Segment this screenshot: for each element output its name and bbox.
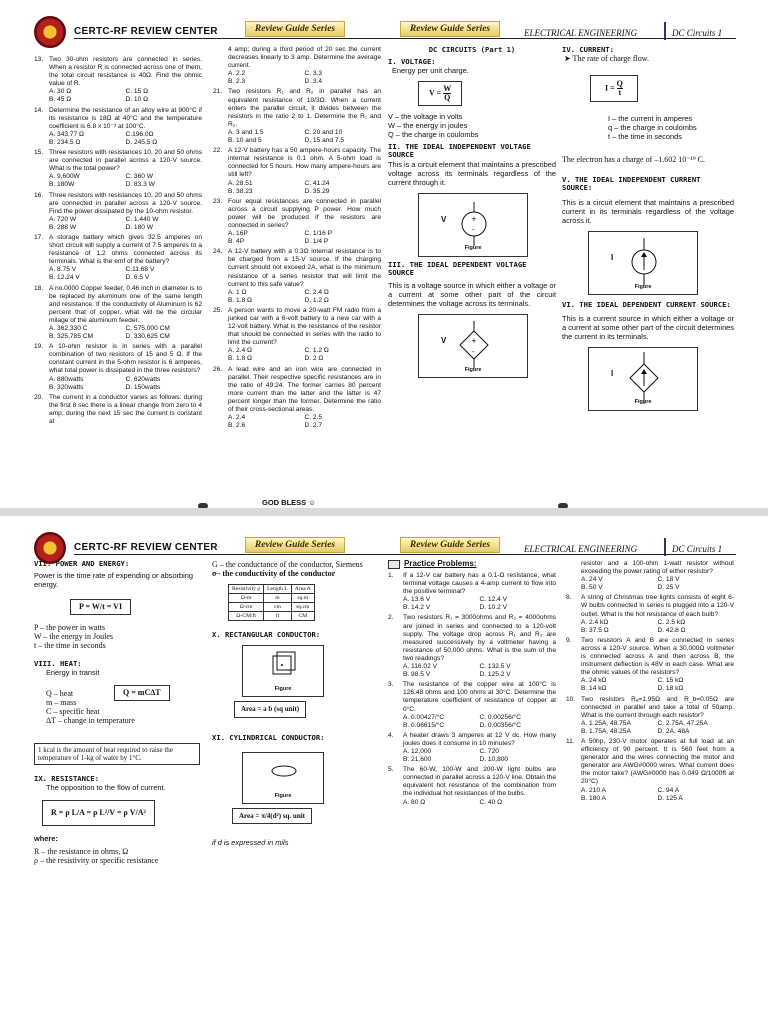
- book-icon: [388, 560, 400, 569]
- definition-text: Energy in transit: [46, 668, 100, 678]
- answer-choice: C. 132.5 V: [479, 663, 511, 671]
- svg-text:-: -: [472, 347, 475, 356]
- answer-choice: C. 720: [479, 747, 499, 755]
- review-guide-badge: Review Guide Series: [400, 21, 500, 37]
- answer-choice: B. 38.23: [228, 187, 253, 195]
- table-row: [229, 612, 315, 621]
- table-cell: m: [264, 594, 292, 603]
- answer-choice: C. 15 Ω: [125, 88, 149, 96]
- answer-choice: B. 50 V: [581, 584, 603, 592]
- answer-choice: A. 343.77 Ω: [49, 130, 84, 138]
- section-heading: II. THE IDEAL INDEPENDENT VOLTAGE SOURCE: [388, 142, 531, 160]
- question-text: Two 30-ohm resistors are connected in series. When a resistor R is connected across one of them, the total circuit resistance is 40Ω. Find the ohmic value of R.: [49, 56, 202, 88]
- question-number: [213, 46, 228, 70]
- definition-text: ΔT – change in temperature: [46, 716, 135, 726]
- answer-choice: A. 2.4 kΩ: [581, 618, 609, 626]
- answer-choice: B. 2.6: [228, 422, 246, 430]
- section-heading: IV. CURRENT:: [562, 45, 614, 54]
- answer-choice: C. 18 V: [657, 576, 680, 584]
- answer-choice: D. 180 W: [125, 223, 153, 231]
- definition-text: V – the voltage in volts: [388, 112, 463, 122]
- page-divider: [0, 508, 768, 516]
- answer-choice: D. 15 and 7.5: [304, 137, 345, 145]
- table-header-cell: Resistivity ρ: [229, 585, 264, 594]
- question-text: A heater draws 3 amperes at 12 V dc. How many joules does it consume in 10 minutes?: [403, 731, 556, 747]
- svg-text:+: +: [471, 336, 477, 345]
- answer-choice: B. 320watts: [49, 383, 84, 391]
- answer-choice: B. 14.2 V: [403, 604, 431, 612]
- answer-choice: D. 2.7: [304, 422, 323, 430]
- answer-choice: D. 10,800: [479, 756, 509, 764]
- question-text: Three resistors with resistances 10, 20 and 50 ohms are connected in parallel across a 120-V source. Find the power dissipated by the 10-ohm resistor.: [49, 191, 202, 215]
- question-item: [388, 766, 556, 806]
- table-cell: Ω-m: [229, 594, 264, 603]
- answer-choice: A. 24 kΩ: [581, 677, 607, 685]
- mils-note: if d is expressed in mils: [212, 837, 289, 847]
- voltage-formula: V = $\frac{W}{Q}$: [418, 81, 462, 106]
- question-item: [388, 681, 556, 730]
- svg-text:+: +: [471, 214, 477, 223]
- god-bless-text: GOD BLESS ☺: [262, 498, 316, 507]
- practice-problems-title: Practice Problems:: [404, 559, 477, 569]
- table-header-cell: Area A: [291, 585, 314, 594]
- question-text: A 12-V battery has a 50 ampere-hours capacity. The internal resistance is 0.1 ohm. A 5-ohm load is connected for 5 hours. How many ampere-hours are still left?: [228, 147, 381, 179]
- current-source-figure: I Figure: [588, 231, 698, 295]
- subject-label: ELECTRICAL ENGINEERING: [524, 544, 638, 554]
- question-item: [388, 614, 556, 679]
- answer-choice: B. 37.5 Ω: [581, 626, 609, 634]
- answer-choice: C. 2.5 kΩ: [657, 618, 686, 626]
- answer-choice: C. 12.4 V: [479, 596, 507, 604]
- section-heading: XI. CYLINDRICAL CONDUCTOR:: [212, 732, 325, 742]
- question-item: [213, 88, 381, 145]
- question-number: 3.: [388, 681, 394, 689]
- answer-choice: A. 24 V: [581, 576, 603, 584]
- question-text: Two resistors A and B are connected in series across a 120-V source. When a 30,000Ω voltmeter is connected across A and then across B, the instrument deflection is 48V in each case. What are the ohmic values of the resistors?: [581, 636, 734, 677]
- question-text: Four equal resistances are connected in parallel across a circuit supplying P power. How much power will be produced if the resistors are connected in series?: [228, 197, 381, 229]
- definition-text: Q – heat: [46, 689, 74, 699]
- answer-choice: D. 3.4: [304, 78, 323, 86]
- question-item: [213, 248, 381, 305]
- section-heading: V. THE IDEAL INDEPENDENT CURRENT SOURCE:: [562, 175, 701, 193]
- definition-text: t – the time in seconds: [608, 132, 682, 142]
- answer-choice: B. 234.5 Ω: [49, 138, 81, 146]
- question-item: [34, 192, 202, 232]
- definition-text: P – the power in watts: [34, 623, 106, 633]
- answer-choice: C. 1,440 W: [125, 215, 159, 223]
- questions-column-2: [213, 46, 381, 432]
- answer-choice: D. 150watts: [125, 383, 161, 391]
- units-table: [228, 584, 315, 621]
- question-text: Determine the resistance of an alloy wire at 900°C if its resistance is 18Ω at 40°C and the temperature coefficient is 6.8 x 10⁻³ at 100°C.: [49, 106, 202, 130]
- definition-text: ρ – the resistivity or specific resistance: [34, 856, 159, 866]
- definition-text: t – the time in seconds: [34, 641, 106, 651]
- page-header: [0, 0, 768, 40]
- answer-choice: C.11.68 V: [125, 266, 155, 274]
- answer-choice: D. 18 kΩ: [657, 685, 684, 693]
- conductor-column: [212, 560, 380, 847]
- table-header-cell: Length L: [264, 585, 292, 594]
- table-cell: ft: [264, 612, 292, 621]
- electron-charge-text: The electron has a charge of –1.602 10⁻¹⁹ C.: [562, 155, 705, 165]
- certc-logo: [34, 16, 66, 48]
- definition-text: W – the energy in joules: [388, 121, 468, 131]
- header-rule: [74, 38, 736, 39]
- question-item: [388, 572, 556, 612]
- answer-choice: A. 2.4 Ω: [228, 347, 252, 355]
- definition-text: This is a circuit element that maintains a prescribed voltage across its terminals regardless of the current through it.: [388, 159, 557, 187]
- question-text: Two resistors R₁ and R₂ in parallel has an equivalent resistance of 10/3Ω. When a current enters the parallel circuit, it divides between the resistors in the ratio 2 to 1. Determine the R₁ and R₂.: [228, 88, 381, 128]
- definition-text: G – the conductance of the conductor, Siemens: [212, 560, 363, 569]
- question-text: A 12-V battery with a 0.3Ω internal resistance is to be charged from a 15-V source. If the charging current should not exceed 2A, what is the minimum resistance of a series resistor that will limit the current to this safe value?: [228, 248, 381, 288]
- practice-problems-column-2: [566, 560, 734, 805]
- question-item: [566, 560, 734, 592]
- definition-text: This is a current source in which either a voltage or a current at some other part of the circuit determines the current in its terminals.: [562, 313, 734, 341]
- answer-choice: B. 4P: [228, 238, 245, 246]
- review-guide-badge: Review Guide Series: [245, 21, 345, 37]
- definition-text: q – the charge in coulombs: [608, 123, 697, 133]
- answer-choice: D. 6.5 V: [125, 274, 150, 282]
- question-number: 20.: [34, 393, 44, 401]
- question-item: [566, 696, 734, 736]
- answer-choice: D. 42.8 Ω: [657, 626, 686, 634]
- answer-choice: C. 15 kΩ: [657, 677, 684, 685]
- rectangular-conductor-figure: Figure: [242, 645, 324, 697]
- answer-choice: D. 10.2 V: [479, 604, 507, 612]
- answer-choice: C. 2.75A, 47.25A: [657, 719, 708, 727]
- definition-text: This is a circuit element that maintains a prescribed current in its terminals regardless of the voltage across it.: [562, 198, 734, 226]
- answer-choice: D. 10 Ω: [125, 96, 149, 104]
- page-header: [0, 516, 768, 556]
- answer-choice: A. 28.51: [228, 179, 253, 187]
- question-item: [213, 46, 381, 86]
- question-number: 15.: [34, 149, 44, 157]
- definition-text: This is a voltage source in which either a voltage or a current at some other part of the circuit determines the voltage across its terminals.: [388, 280, 556, 308]
- table-cell: sq.cm: [291, 603, 314, 612]
- table-cell: cm: [264, 603, 292, 612]
- definition-text: C – specific heat: [46, 707, 100, 717]
- answer-choice: C. 1.2 Ω: [304, 347, 329, 355]
- question-item: [213, 366, 381, 431]
- answer-choice: B. 1.8 Ω: [228, 296, 252, 304]
- answer-choice: C. 41.24: [304, 179, 330, 187]
- question-item: [566, 594, 734, 634]
- current-formula: I = $\frac{Q}{t}$: [590, 75, 638, 102]
- question-text: If a 12-V car battery has a 0.1-Ω resistance, what terminal voltage causes a 4-amp current to flow into the positive terminal?: [403, 572, 556, 596]
- definition-text: W – the energy in Joules: [34, 632, 114, 642]
- question-item: [34, 394, 202, 426]
- answer-choice: C. 20 and 10: [304, 128, 343, 136]
- answer-choice: D. 330,625 CM: [125, 333, 170, 341]
- question-number: 14.: [34, 106, 44, 114]
- question-number: 2.: [388, 614, 394, 622]
- answer-choice: B. 0.06615/°C: [403, 721, 445, 729]
- question-item: [34, 285, 202, 342]
- answer-choice: B. 21,600: [403, 756, 432, 764]
- answer-choice: B. 45 Ω: [49, 96, 72, 104]
- voltage-source-figure: V + - Figure: [418, 193, 528, 257]
- question-number: 23.: [213, 197, 223, 205]
- answer-choice: D. 1/4 P: [304, 238, 329, 246]
- answer-choice: D. 25 V: [657, 584, 680, 592]
- power-formula: P = W/t = VI: [70, 599, 131, 615]
- answer-choice: C.196.0Ω: [125, 130, 154, 138]
- question-item: [566, 637, 734, 694]
- answer-choice: A. 13.6 V: [403, 596, 431, 604]
- answer-choice: D. 125.2 V: [479, 671, 511, 679]
- answer-choice: C. 94 A: [657, 786, 680, 794]
- question-number: 8.: [566, 594, 572, 602]
- answer-choice: A. 2.2: [228, 70, 246, 78]
- question-item: [34, 56, 202, 105]
- answer-choice: A. 30 Ω: [49, 88, 72, 96]
- question-number: 26.: [213, 365, 223, 373]
- answer-choice: C. 3.3: [304, 70, 323, 78]
- kcal-note: 1 kcal is the amount of heat required to raise the temperature of 1-kg of water by 1°C.: [34, 743, 200, 765]
- answer-choice: D. 0.00356/°C: [479, 721, 521, 729]
- question-text: A storage battery which gives 32.5 amperes on short circuit will supply a current of 7.5 amperes to a resistance of 1.2 ohms connected across its terminals. What is the emf of the battery?: [49, 233, 202, 266]
- answer-choice: C. 360 W: [125, 173, 153, 181]
- question-text: A no.0000 Copper feeder, 0.46 inch in diameter is to be replaced by aluminum one of the same length and resistance. If the conductivity of Aluminum is 62 percent that of copper, what will be the circular milage of the aluminum feeder.: [49, 284, 202, 324]
- question-text: A string of Christmas tree lights consists of eight 6-W bulbs connected in series is plugged into a 120-V outlet. What is the hot resistance of each bulb?: [581, 594, 734, 618]
- definition-text: Power is the time rate of expending or absorbing energy.: [34, 571, 193, 590]
- answer-choice: D. 35.29: [304, 187, 330, 195]
- topic-label: DC Circuits 1: [672, 544, 723, 554]
- answer-choice: A. 0.00427/°C: [403, 713, 445, 721]
- table-cell: sq.m: [291, 594, 314, 603]
- answer-choice: C. 40 Ω: [479, 798, 503, 806]
- definition-text: σ– the conductivity of the conductor: [212, 569, 336, 578]
- answer-choice: B. 98.5 V: [403, 671, 431, 679]
- table-row: [229, 603, 315, 612]
- definition-text: R – the resistance in ohms, Ω: [34, 847, 129, 857]
- question-text: resistor and a 100-ohm 1-watt resistor without exceeding the power rating of either resistor?: [581, 560, 734, 576]
- answer-choice: C. 0.00256/°C: [479, 713, 521, 721]
- table-cell: CM: [291, 612, 314, 621]
- answer-choice: A. 362,330 C: [49, 325, 88, 332]
- question-number: 24.: [213, 248, 223, 256]
- question-item: [388, 732, 556, 764]
- dependent-voltage-source-figure: V + - Figure: [418, 314, 528, 378]
- section-heading: VII. POWER AND ENERGY:: [34, 559, 130, 568]
- answer-choice: B. 10 and 5: [228, 137, 262, 145]
- question-item: [213, 198, 381, 247]
- answer-choice: A. 880watts: [49, 375, 84, 383]
- question-text: The 60-W, 100-W and 200-W light bulbs are connected in parallel across a 120-V line. Obtain the equivalent hot resistance of the combination from the individual hot resistances of the bulbs.: [403, 766, 556, 798]
- question-number: 22.: [213, 147, 223, 155]
- question-number: 9.: [566, 636, 572, 644]
- header-rule: [74, 554, 736, 555]
- section-heading: IX. RESISTANCE:: [34, 774, 99, 784]
- topic-label: DC Circuits 1: [672, 28, 723, 38]
- question-item: [566, 738, 734, 803]
- section-heading: VIII. HEAT:: [34, 659, 82, 669]
- question-text: Three resistors with resistances 10, 20 and 50 ohms are connected in parallel across a 120-V source. What is the total power?: [49, 149, 202, 173]
- question-item: [34, 343, 202, 392]
- dependent-current-source-figure: I Figure: [588, 347, 698, 411]
- question-number: 16.: [34, 191, 44, 199]
- section-heading: DC CIRCUITS (Part 1): [428, 45, 516, 54]
- answer-choice: A. 116.02 V: [403, 663, 437, 671]
- answer-choice: B. 1.8 Ω: [228, 355, 252, 363]
- answer-choice: B. 180 A: [581, 794, 606, 802]
- answer-choice: D. 245.5 Ω: [125, 138, 158, 146]
- table-cell: Ω-cm: [229, 603, 264, 612]
- question-number: 13.: [34, 56, 44, 63]
- section-heading: I. VOLTAGE:: [388, 57, 436, 67]
- answer-choice: D. 2 Ω: [304, 355, 324, 363]
- question-item: [34, 107, 202, 147]
- power-energy-column: [34, 560, 200, 865]
- answer-choice: A. 12,000: [403, 747, 432, 755]
- answer-choice: A. 8.75 V: [49, 266, 77, 274]
- svg-text:-: -: [472, 225, 475, 234]
- answer-choice: D. 2A, 48A: [657, 727, 690, 735]
- question-text: The current in a conductor varies as follows: during the first 8 sec there is a linear change from zero to 4 amp; during the next 15 sec the current is constant at: [49, 393, 202, 426]
- question-item: [34, 149, 202, 189]
- question-number: [566, 560, 581, 576]
- section-heading: III. THE IDEAL DEPENDENT VOLTAGE SOURCE: [388, 259, 527, 277]
- question-number: 4.: [388, 731, 394, 739]
- page-2: [0, 516, 768, 1024]
- section-heading: VI. THE IDEAL DEPENDENT CURRENT SOURCE:: [562, 300, 731, 310]
- where-label: where:: [34, 834, 58, 844]
- definition-text: I – the current in amperes: [608, 114, 693, 124]
- answer-choice: C. 2.5: [304, 414, 323, 422]
- table-row: [229, 594, 315, 603]
- review-guide-badge: Review Guide Series: [245, 537, 345, 553]
- question-number: 18.: [34, 284, 44, 292]
- answer-choice: B. 12.24 V: [49, 274, 80, 282]
- answer-choice: A. 1.25A, 48.75A: [581, 719, 631, 727]
- table-cell: Ω-CM/ft: [229, 612, 264, 621]
- practice-problems-column: [388, 560, 556, 809]
- review-center-title: CERTC-RF REVIEW CENTER: [74, 542, 218, 553]
- question-text: A person wants to move a 20-watt FM radio from a junked car with a 6-volt battery to a new car with a 12-volt battery. What is the resistance of the resistor that should be connected in series with the radio to limit the current?: [228, 306, 381, 347]
- question-number: 21.: [213, 88, 223, 96]
- question-text: Two resistors R₁ = 3000ohms and R₂ = 4000ohms are joined in series and connected to a 120-volt supply. The voltage drop across R₁ and R₂ are measured successively by a voltmeter having a resistance of 50,000 ohms. What is the sum of the two readings?: [403, 614, 556, 662]
- definition-text: Q – the charge in coulombs: [388, 130, 479, 140]
- question-number: 10.: [566, 695, 576, 703]
- rect-area-formula: Area = a b (sq unit): [234, 701, 306, 717]
- question-number: 17.: [34, 233, 44, 241]
- question-text: Two resistors Rₐ=1.95Ω and R_b=0.05Ω are connected in parallel and take a total of 50amp. What is the current through each resistor?: [581, 695, 734, 719]
- review-guide-badge: Review Guide Series: [400, 537, 500, 553]
- answer-choice: B. 2.3: [228, 78, 246, 86]
- answer-choice: D. 83.3 W: [125, 181, 155, 189]
- question-text: A 50hp, 230-V motor operates at full load at an efficiency of 90 percent. It is 560 feet from a generator and the wires connecting the motor and generator are AWG#0000 wires. What current does the motor take? (AWG#0000 has 0.049 Ω/1000ft at 20°C): [581, 737, 734, 786]
- heat-formula: Q = mCΔT: [114, 685, 170, 701]
- section-heading: X. RECTANGULAR CONDUCTOR:: [212, 630, 321, 640]
- definition-text: m – mass: [46, 698, 77, 708]
- answer-choice: B. 14 kΩ: [581, 685, 607, 693]
- answer-choice: A. 1 Ω: [228, 288, 247, 296]
- answer-choice: B. 325,785 CM: [49, 333, 93, 341]
- answer-choice: A. 16P: [228, 230, 248, 238]
- question-item: [34, 234, 202, 283]
- question-text: A 10-ohm resistor is in series with a parallel combination of two resistors of 15 and 5 Ω. If the constant current in the 5-ohm resistor is 6 amperes, what total power is dissipated in the three resistors?: [49, 343, 202, 375]
- answer-choice: A. 3 and 1.5: [228, 128, 264, 136]
- answer-choice: D. 1.2 Ω: [304, 296, 329, 304]
- dc-circuits-column: [388, 46, 556, 382]
- question-text: A lead wire and an iron wire are connected in parallel. Their respective specific resistances are in the ratio of 49:24. The former carries 80 percent more current than the latter and the latter is 47 percent longer than the former. Determine the ratio of their cross-sectional areas.: [228, 365, 381, 414]
- answer-choice: A. 720 W: [49, 215, 77, 223]
- question-text: The resistance of the copper wire at 100°C is 126.48 ohms and 100 ohms at 30°C. Determine the temperature coefficient of resistance of copper at 0°C.: [403, 681, 556, 713]
- page-1: [0, 0, 768, 508]
- question-item: [213, 307, 381, 364]
- definition-text: The opposition to the flow of current.: [46, 783, 166, 793]
- answer-choice: A. 210 A: [581, 786, 606, 794]
- definition-text: Energy per unit charge.: [392, 66, 469, 76]
- current-column: [562, 46, 734, 415]
- cyl-area-formula: Area = π/4(d²) sq. unit: [232, 808, 312, 824]
- cylindrical-conductor-figure: Figure: [242, 752, 324, 804]
- answer-choice: B. 1.75A, 48.25A: [581, 727, 631, 735]
- question-number: 11.: [566, 737, 575, 745]
- answer-choice: C. 2.4 Ω: [304, 288, 329, 296]
- questions-column-1: [34, 56, 202, 428]
- answer-choice: B. 180W: [49, 181, 75, 189]
- resistance-formula: R = ρ L/A = ρ L²/V = ρ V/A²: [42, 800, 155, 826]
- question-item: [213, 147, 381, 196]
- answer-choice: C. 620watts: [125, 375, 161, 383]
- answer-choice: D. 125 A: [657, 794, 683, 802]
- answer-choice: A. 9,600W: [49, 173, 80, 181]
- question-number: 25.: [213, 306, 223, 314]
- question-text: 4 amp; during a third period of 20 sec the current decreases linearly to 3 amp. Determine the average current.: [228, 46, 381, 70]
- answer-choice: A. 80 Ω: [403, 798, 426, 806]
- review-center-title: CERTC-RF REVIEW CENTER: [74, 26, 218, 37]
- answer-choice: B. 288 W: [49, 223, 77, 231]
- question-number: 19.: [34, 343, 44, 351]
- answer-choice: C. 1/16 P: [304, 230, 332, 238]
- definition-text: ➤ The rate of charge flow.: [564, 54, 649, 64]
- answer-choice: C. 575,000 CM: [125, 325, 170, 332]
- question-number: 1.: [388, 572, 394, 579]
- subject-label: ELECTRICAL ENGINEERING: [524, 28, 638, 38]
- answer-choice: A. 2.4: [228, 414, 246, 422]
- question-number: 5.: [388, 766, 394, 774]
